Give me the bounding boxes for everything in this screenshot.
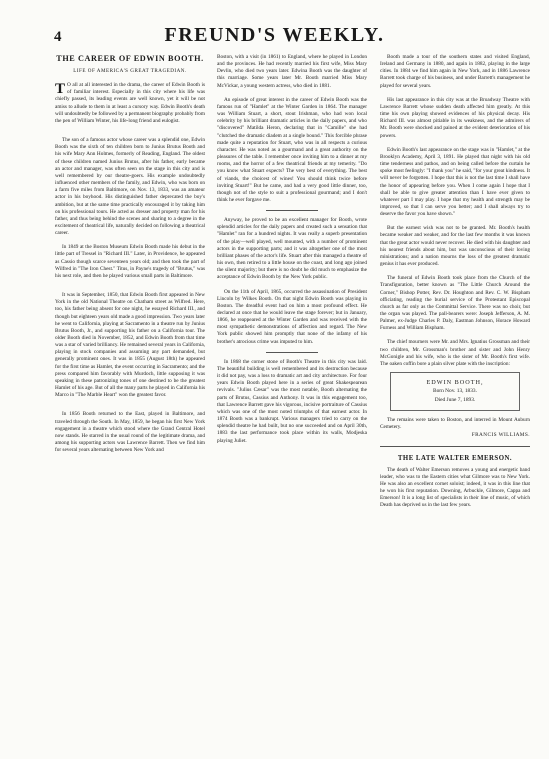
- article-paragraph: In 1849 at the Boston Museum Edwin Booth made his debut in the little part of Tressel in "Richard III." Later, in Providence, he appeared as Cassio though scarce seventeen years old; and then took the part of Wilfred in "The Iron Chest." Titus, in Payne's tragedy of "Brutus," was his next role, and then he played various small parts in Baltimore.: [55, 244, 205, 279]
- article-paragraph: But the earnest wish was not to be granted. Mr. Booth's health became weaker and weaker, and for the last few months it was known that the great actor would never recover. He died with his daughter and his nearest friends about him, but was unconscious of their loving ministrations; and a nation mourns the loss of the greatest dramatic genius it has ever produced.: [380, 225, 530, 268]
- article-title: THE CAREER OF EDWIN BOOTH.: [56, 54, 204, 63]
- article-paragraph: His last appearance in this city was at the Broadway Theatre with Lawrence Barrett whose sudden death affected him greatly. At this time his own playing showed evidences of his physical decay. His Richard III. was almost pitiable in its weakness, and the admirers of Mr. Booth were shocked and pained at the evident deterioration of his powers.: [380, 96, 530, 139]
- author-signature: FRANCIS WILLIAMS.: [471, 432, 530, 439]
- page-number: 4: [54, 29, 62, 45]
- article-paragraph: An episode of great interest in the career of Edwin Booth was the famous run of "Hamlet" at the Winter Garden in 1864. The manager was William Stuart, a short, stout Irishman, who had won local celebrity by his brilliant dramatic articles in the daily papers, and who "discovered" Matilda Heron, declaring that in "Camille" she had "clutched the dramatic diadem at a single bound." This forcible phrase made quite a reputation for Stuart, who was in all respects a curious character. He was noted as a gourmand and a great authority on the pleasures of the table. I remember once inviting him to a dinner at my rooms, and the horror of a few theatrical friends at my temerity. "Do you know what Stuart expects? The very best of everything. The best of viands, the choicest of wines! You should think twice before inviting Stuart!" But he came, and had a very good little dinner, too, though not of the style to suit a professional gourmand; and I don't think he ever forgave me.: [217, 96, 367, 203]
- inscription-born: Born Nov. 13, 1833.: [433, 388, 477, 395]
- article-paragraph: In 1868 the corner stone of Booth's Theatre in this city was laid. The beautiful building is well remembered and its destruction because it did not pay, was a loss to dramatic art and city architecture. For four years Edwin Booth played here in a series of great Shakespearean revivals. "Julius Cæsar" was the most notable, Booth alternating the parts of Brutus, Cassius and Anthony. It was in this engagement too, that Lawrence Barrett gave his vigorous, incisive portraiture of Cassius which was one of the most noted triumphs of that earnest actor. In 1874 Booth was a bankrupt. Various managers tried to carry on the splendid theatre he had built, but no one succeeded and on April 30th, 1883 the last performance took place within its walls, Modjeska playing Juliet.: [217, 358, 367, 444]
- drop-cap: T: [55, 81, 66, 98]
- column-3: [380, 54, 530, 510]
- section-divider: [380, 446, 530, 447]
- article-paragraph: It was in September, 1850, that Edwin Booth first appeared in New York in the old National Theatre on Chatham street as Wilfred. Here, too, his father being absent for one night, he essayed Richard III., and though but eighteen years old made a good impression. Two years later he went to California, playing at Sacramento in a theatre run by Junius Brutus Booth, Jr., and supporting his father on a California tour. The older Booth died in November, 1852, and Edwin Booth from that time was a star of varied brilliancy. He remained several years in California, playing in stock companies and assuming any part demanded, but generally prominent ones. It was in 1855 (August 18th) he appeared for the first time as Hamlet, the event occurring in Sacramento; and the press compared him favorably with Murdoch, little supposing it was speaking in these patronizing tones of one destined to be the greatest Hamlet of his age. But of all the many parts he played in California his Marco in "The Marble Heart" won the greatest favor.: [55, 292, 205, 399]
- article-paragraph: Edwin Booth's last appearance on the stage was in "Hamlet," at the Brooklyn Academy, April 3, 1891. He played that night with his old time tenderness and pathos, and on being called before the curtain he spoke most feelingly: "I thank you" he said, "for your great kindness. It will never be forgotten. I hope that this is not the last time I shall have the honor of appearing before you. When I come again I hope that I shall be able to give greater attention than I have ever given to whatever part I may play. I hope that my health and strength may be improved, so that I can serve you better; and I shall always try to deserve the favor you have shown.": [380, 146, 530, 218]
- article-paragraph: The remains were taken to Boston, and interred in Mount Auburn Cemetery.: [380, 417, 530, 431]
- section-divider: [266, 210, 318, 211]
- article-subtitle: LIFE OF AMERICA'S GREAT TRAGEDIAN.: [73, 68, 187, 74]
- article-paragraph: Anyway, he proved to be an excellent manager for Booth, wrote splendid articles for the daily papers and created such a sensation that "Hamlet" ran for a hundred nights. It was really a superb presentation of the play—well played, well mounted, with a number of prominent actors in the supporting parts; and it was altogether one of the most brilliant phases of the actor's life. Stuart after this managed a theatre of his own, then retired to a little house on the coast, and long ago joined the silent majority; but there is no doubt he did much to emphasize the acceptance of Edwin Booth by the New York public.: [217, 217, 367, 281]
- article-paragraph: The funeral of Edwin Booth took place from the Church of the Transfiguration, better known as "The Little Church Around the Corner," Bishop Potter, Rev. Dr. Houghton and Rev. C. W. Bispham officiating, reading the burial service of the Protestant Episcopal church as far only as the Committal Service. There was no choir, but the organ was played. The pall-bearers were: Joseph Jefferson, A. M. Palmer, ex-Judge Charles P. Daly, Eastman Johnson, Horace Howard Furness and William Bispham.: [380, 275, 530, 332]
- article-paragraph: Booth made a tour of the southern states and visited England, Ireland and Germany in 1880, and again in 1882, playing in the large cities. In 1884 we find him again in New York, and in 1886 Lawrence Barrett took charge of his business, and under Barrett's management he played for several years.: [380, 54, 530, 89]
- article2-title: THE LATE WALTER EMERSON.: [397, 454, 513, 462]
- article-paragraph: The son of a famous actor whose career was a splendid one, Edwin Booth was the sixth of ten children born to Junius Brutus Booth and his wife Mary Ann Holmes, formerly of Reading, England. The oldest of these children named Junius Brutus, after his father, early became an actor and manager, was often seen on the stage in this city and is well remembered by our theatre-goers. His example undoubtedly influenced other members of the family, and Edwin, who was born on a farm five miles from Baltimore, on Nov. 13, 1833, was an amateur actor in his boyhood. His distinguished father deprecated the boy's ambition, but at the same time practically encouraged it by taking him on his professional tours. He acted as dresser and property man for his father, and thus being behind the scenes and sharing to a degree in the excitement of theatrical life, naturally decided on following a theatrical career.: [55, 137, 205, 237]
- coffin-plate-inscription: [390, 372, 520, 411]
- inscription-died: Died June 7, 1893.: [434, 397, 476, 404]
- column-1: [55, 54, 205, 454]
- article-paragraph: The chief mourners were Mr. and Mrs. Ignatius Grossman and their two children, Mr. Grossman's brother and sister and John Henry McGonigle and his wife, who is the sister of Mr. Booth's first wife. The oaken coffin bore a plain silver plate with the inscription:: [380, 339, 530, 367]
- article2-paragraph: The death of Walter Emerson removes a young and energetic band leader, who was to the Eastern cities what Gilmore was to New York. He was also an excellent cornet soloist; indeed, it was in this line that he won his first reputation. Downing, Arbuckle, Gilmore, Cappa and Emerson! It is a long list of specialists in their line of music, of which Death has deprived us in the last few years.: [380, 466, 530, 509]
- masthead: FREUND'S WEEKLY.: [164, 24, 385, 46]
- section-divider: [266, 352, 318, 353]
- column-2: [217, 54, 367, 445]
- inscription-name: EDWIN BOOTH,: [426, 379, 484, 387]
- article-paragraph: In 1856 Booth returned to the East, played in Baltimore, and traveled through the South. In May, 1859, he began his first New York engagement in a theatre which stood where the Grand Central Hotel now stands. He starred in the usual round of the legitimate drama, and among his supporting actors was Lawrence Barrett. Then we find him for several years alternating between New York and: [55, 411, 205, 454]
- article-paragraph: T O all at all interested in the drama, the career of Edwin Booth is of familiar interest. Especially in this city where his life was chiefly passed, its leading events are well known, yet it will be not amiss to allude to them in at least a cursory way. Edwin Booth's death will undoubtedly be followed by a permanent biography probably from the pen of William Winter, his life-long friend and eulogist.: [55, 81, 205, 124]
- article-paragraph: On the 11th of April, 1865, occurred the assassination of President Lincoln by Wilkes Booth. On that night Edwin Booth was playing in Boston. The dreadful event had on him a most profound effect. He declared at once that he would leave the stage forever; but in January, 1866, he reappeared at the Winter Garden and was received with the most sympathetic demonstrations of affection and regard. The New York public showed him promptly that none of the infamy of his brother's atrocious crime was imputed to him.: [217, 288, 367, 345]
- article-paragraph: Boston, with a visit (in 1861) to England, where he played in London and the provinces. He had recently married his first wife, Miss Mary Devlin, who died two years later. Edwina Booth was the daughter of this marriage. Some years later Mr. Booth married Miss Mary McVickar, a young western actress, who died in 1881.: [217, 54, 367, 89]
